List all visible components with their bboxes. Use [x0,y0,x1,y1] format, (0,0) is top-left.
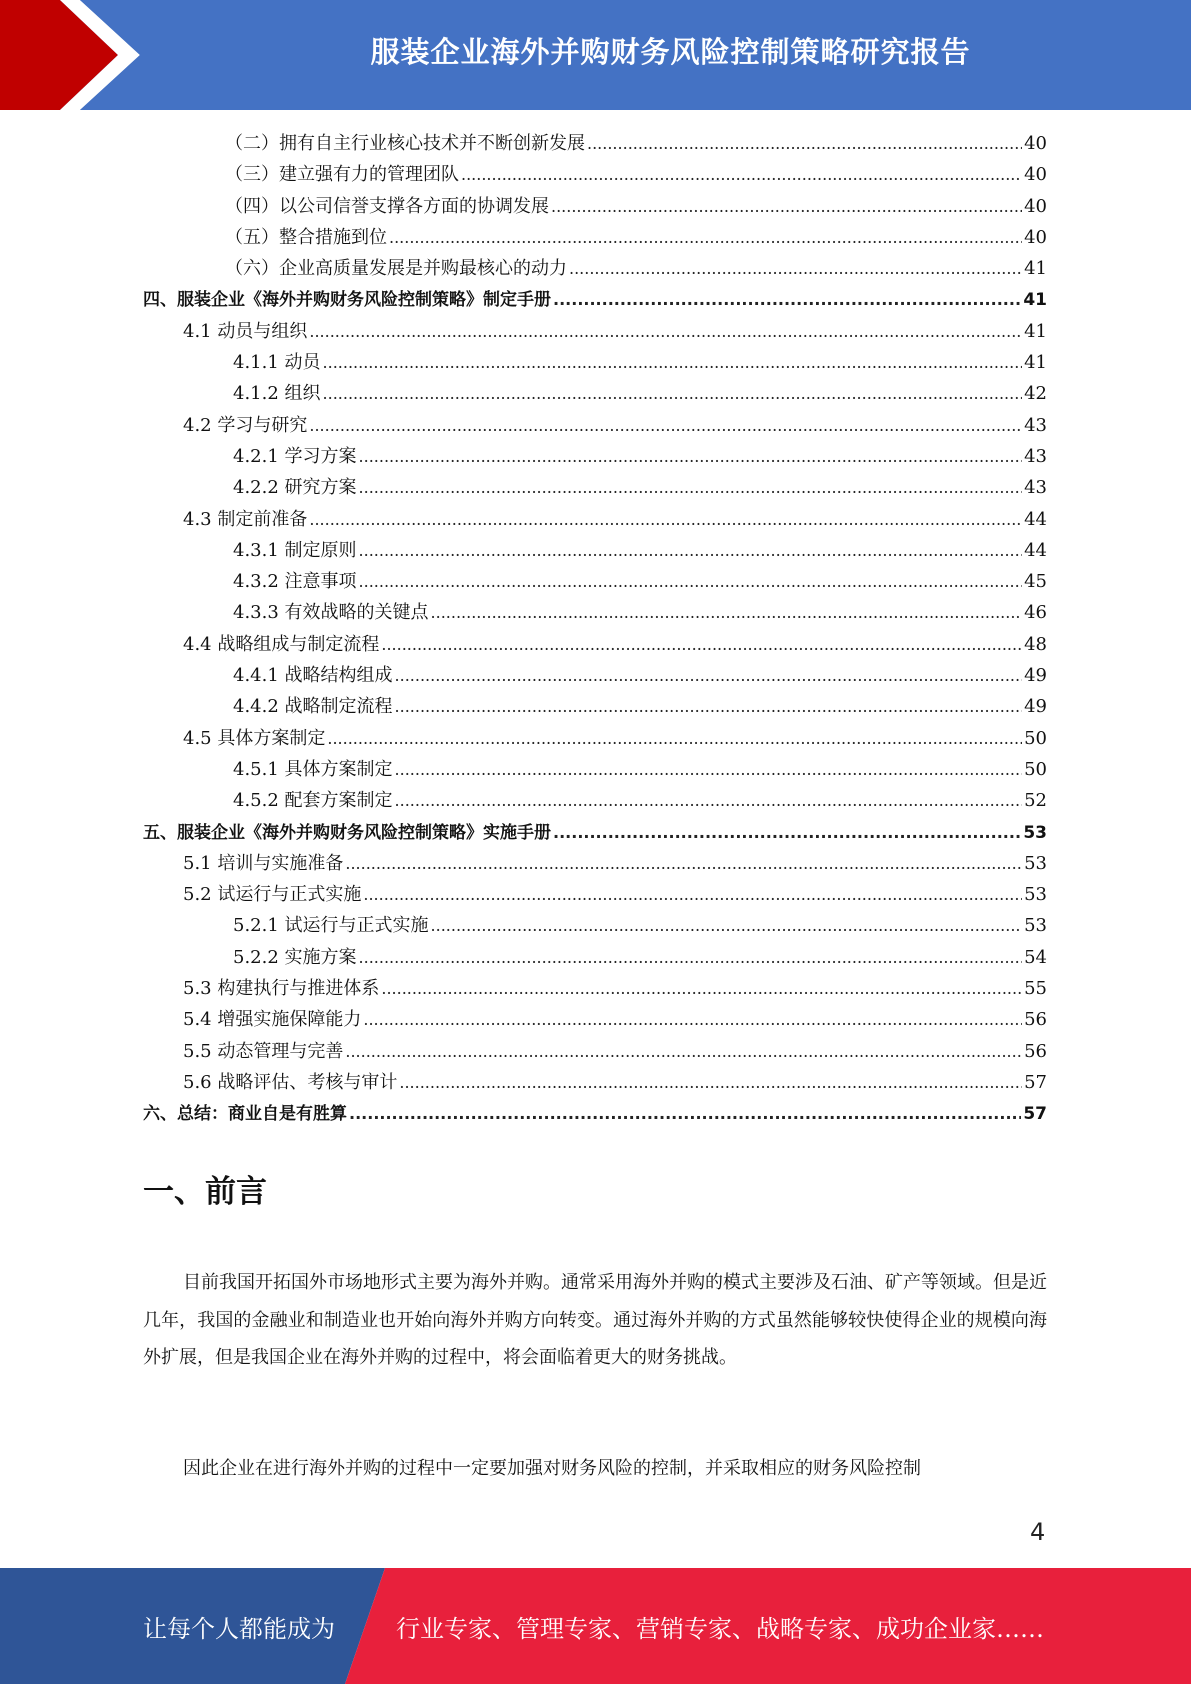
toc-entry-title: 5.1 培训与实施准备 [183,852,344,874]
toc-entry-page: 40 [1024,226,1047,248]
toc-entry-page: 53 [1024,852,1047,874]
toc-entry-page: 57 [1023,1104,1047,1125]
body-paragraph: 因此企业在进行海外并购的过程中一定要加强对财务风险的控制，并采取相应的财务风险控制 [183,1458,921,1479]
toc-entry[interactable] [143,754,1047,785]
toc-entry[interactable] [143,441,1047,472]
toc-entry[interactable] [143,942,1047,973]
toc-dot-leader [345,1036,1022,1067]
toc-dot-leader [359,942,1023,973]
toc-entry-title: 5.2.2 实施方案 [233,946,357,968]
toc-entry-title: 4.2.2 研究方案 [233,477,357,499]
toc-entry[interactable] [143,817,1047,848]
toc-entry[interactable] [143,1004,1047,1035]
toc-dot-leader [323,378,1023,409]
section-heading: 一、前言 [143,1174,267,1210]
page-header [0,0,1191,110]
toc-entry[interactable] [143,973,1047,1004]
toc-entry[interactable] [143,1036,1047,1067]
toc-entry-title: 四、服装企业《海外并购财务风险控制策略》制定手册 [143,290,551,311]
toc-entry-title: （五）整合措施到位 [225,226,387,248]
toc-dot-leader [359,535,1023,566]
toc-entry-title: （四）以公司信誉支撑各方面的协调发展 [225,195,549,217]
toc-entry[interactable] [143,222,1047,253]
toc-entry-title: 4.3 制定前准备 [183,508,308,530]
toc-entry-title: 4.2 学习与研究 [183,414,308,436]
toc-entry-page: 55 [1024,978,1047,1000]
toc-entry-title: （六）企业高质量发展是并购最核心的动力 [225,258,567,280]
toc-entry-title: 六、总结：商业自是有胜算 [143,1104,347,1125]
toc-entry-page: 44 [1024,508,1047,530]
toc-entry-page: 41 [1024,352,1047,374]
toc-entry[interactable] [143,128,1047,159]
toc-dot-leader [569,253,1022,284]
toc-entry-page: 52 [1024,790,1047,812]
toc-dot-leader [309,504,1022,535]
toc-entry-title: 5.2.1 试运行与正式实施 [233,915,429,937]
toc-entry-page: 49 [1024,696,1047,718]
toc-entry[interactable] [143,159,1047,190]
toc-entry-page: 43 [1024,477,1047,499]
toc-entry-page: 44 [1024,539,1047,561]
toc-entry-title: 4.1 动员与组织 [183,320,308,342]
toc-entry-page: 40 [1024,195,1047,217]
toc-dot-leader [327,723,1022,754]
toc-entry[interactable] [143,566,1047,597]
toc-entry-page: 53 [1023,822,1047,843]
toc-entry-page: 41 [1023,290,1047,311]
toc-entry-title: 4.5.2 配套方案制定 [233,790,393,812]
toc-entry[interactable] [143,597,1047,628]
toc-entry-title: 4.4.2 战略制定流程 [233,696,393,718]
toc-entry[interactable] [143,504,1047,535]
toc-entry-page: 46 [1024,602,1047,624]
toc-dot-leader [323,347,1023,378]
toc-dot-leader [309,316,1022,347]
toc-entry[interactable] [143,347,1047,378]
toc-entry-title: 五、服装企业《海外并购财务风险控制策略》实施手册 [143,822,551,843]
toc-entry[interactable] [143,660,1047,691]
toc-entry[interactable] [143,378,1047,409]
toc-dot-leader [587,128,1022,159]
toc-entry-page: 45 [1024,571,1047,593]
toc-dot-leader [363,1004,1022,1035]
toc-entry[interactable] [143,191,1047,222]
toc-entry[interactable] [143,723,1047,754]
toc-entry-title: 4.5 具体方案制定 [183,727,326,749]
toc-dot-leader [431,597,1023,628]
toc-entry[interactable] [143,848,1047,879]
toc-entry-page: 41 [1024,320,1047,342]
toc-entry-page: 56 [1024,1040,1047,1062]
toc-entry-title: （二）拥有自主行业核心技术并不断创新发展 [225,133,585,154]
toc-entry[interactable] [143,316,1047,347]
toc-entry-page: 50 [1024,758,1047,780]
toc-dot-leader [381,629,1022,660]
toc-entry-page: 40 [1024,133,1047,154]
toc-entry-page: 49 [1024,665,1047,687]
toc-dot-leader [381,973,1022,1004]
toc-entry[interactable] [143,410,1047,441]
toc-entry-page: 40 [1024,164,1047,186]
footer-slogan-right: 行业专家、管理专家、营销专家、战略专家、成功企业家…… [396,1614,1044,1643]
toc-entry[interactable] [143,1067,1047,1098]
toc-entry[interactable] [143,910,1047,941]
toc-entry[interactable] [143,284,1047,315]
toc-entry-page: 43 [1024,414,1047,436]
toc-entry-page: 53 [1024,884,1047,906]
toc-dot-leader [359,441,1023,472]
toc-entry-title: 4.4 战略组成与制定流程 [183,633,380,655]
toc-entry[interactable] [143,1098,1047,1129]
toc-entry[interactable] [143,472,1047,503]
toc-entry-page: 54 [1024,946,1047,968]
toc-entry-title: 4.3.3 有效战略的关键点 [233,602,429,624]
toc-entry-title: 4.2.1 学习方案 [233,445,357,467]
toc-entry[interactable] [143,629,1047,660]
toc-entry-title: 5.6 战略评估、考核与审计 [183,1071,398,1093]
toc-entry-title: 4.5.1 具体方案制定 [233,758,393,780]
toc-dot-leader [431,910,1023,941]
toc-entry-title: 4.3.2 注意事项 [233,571,357,593]
header-arrow-decoration [0,0,160,110]
toc-dot-leader [553,284,1021,315]
toc-dot-leader [395,691,1023,722]
toc-entry-title: 5.2 试运行与正式实施 [183,884,362,906]
toc-dot-leader [395,660,1023,691]
table-of-contents [143,128,1047,1130]
toc-entry[interactable] [143,535,1047,566]
toc-entry-title: 4.4.1 战略结构组成 [233,665,393,687]
toc-dot-leader [399,1067,1022,1098]
toc-dot-leader [359,566,1023,597]
toc-dot-leader [551,191,1022,222]
toc-entry[interactable] [143,691,1047,722]
footer-slogan-left: 让每个人都能成为 [143,1614,335,1643]
toc-entry-page: 43 [1024,445,1047,467]
toc-dot-leader [389,222,1022,253]
toc-entry-page: 42 [1024,383,1047,405]
toc-entry-title: 4.3.1 制定原则 [233,539,357,561]
toc-dot-leader [395,785,1023,816]
toc-entry-title: 4.1.1 动员 [233,352,321,374]
toc-dot-leader [345,848,1022,879]
toc-entry-title: 4.1.2 组织 [233,383,321,405]
body-paragraph: 目前我国开拓国外市场地形式主要为海外并购。通常采用海外并购的模式主要涉及石油、矿产等领域。但是近几年，我国的金融业和制造业也开始向海外并购方向转变。通过海外并购的方式虽然能够较快使得企业的规模向海外扩展，但是我国企业在海外并购的过程中，将会面临着更大的财务挑战。 [143,1272,1047,1368]
toc-entry[interactable] [143,879,1047,910]
toc-entry-title: 5.3 构建执行与推进体系 [183,978,380,1000]
toc-dot-leader [461,159,1022,190]
toc-entry-page: 57 [1024,1071,1047,1093]
toc-dot-leader [309,410,1022,441]
toc-dot-leader [395,754,1023,785]
document-title: 服装企业海外并购财务风险控制策略研究报告 [370,34,971,69]
toc-dot-leader [349,1098,1021,1129]
toc-entry-page: 50 [1024,727,1047,749]
toc-entry-page: 56 [1024,1009,1047,1031]
toc-entry-page: 53 [1024,915,1047,937]
toc-entry[interactable] [143,253,1047,284]
toc-dot-leader [363,879,1022,910]
page-footer [0,1568,1191,1684]
toc-entry-page: 48 [1024,633,1047,655]
toc-entry-title: 5.5 动态管理与完善 [183,1040,344,1062]
toc-dot-leader [359,472,1023,503]
toc-entry-title: 5.4 增强实施保障能力 [183,1009,362,1031]
toc-entry-title: （三）建立强有力的管理团队 [225,164,459,186]
page-number: 4 [1030,1518,1046,1546]
toc-entry[interactable] [143,785,1047,816]
toc-entry-page: 41 [1024,258,1047,280]
toc-dot-leader [553,817,1021,848]
